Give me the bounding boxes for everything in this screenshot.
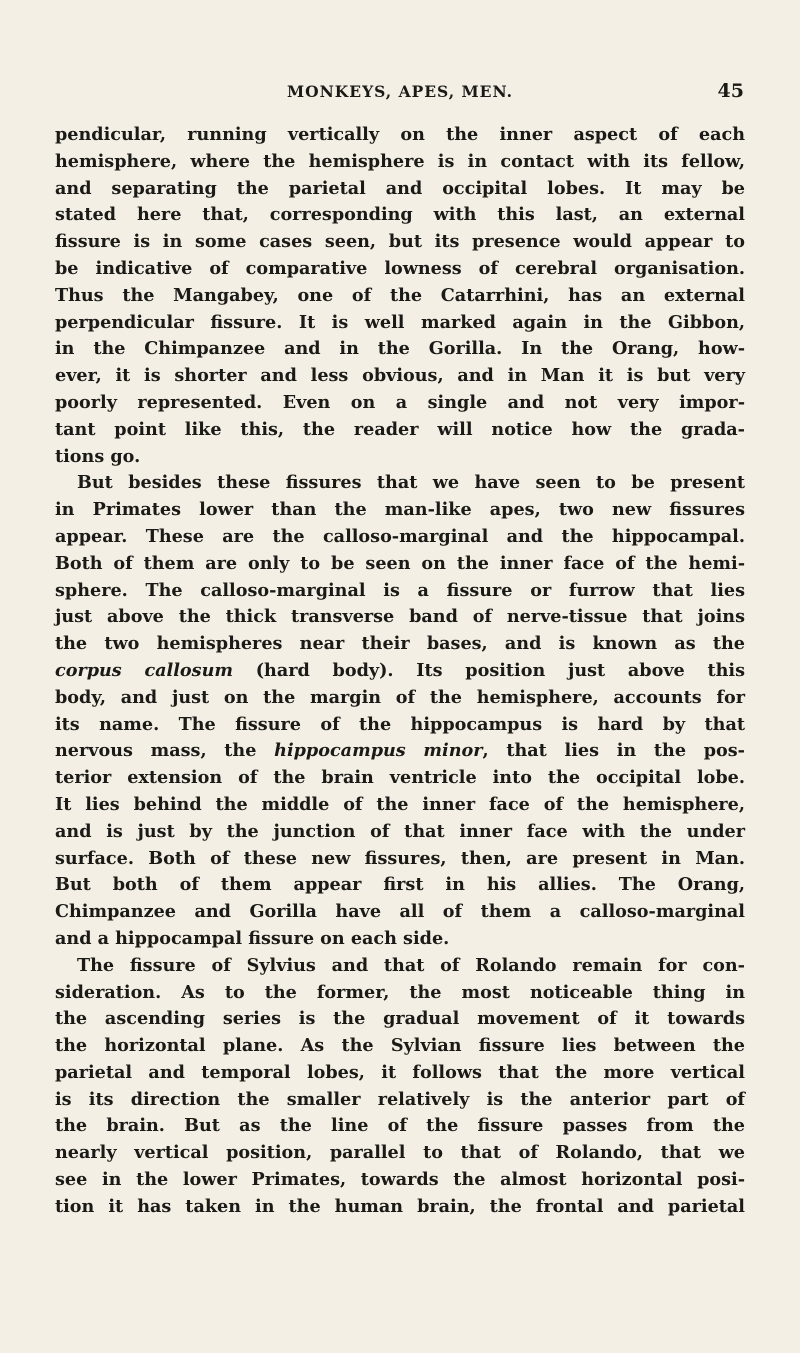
- body-text: [55, 122, 745, 1221]
- text-line: is its direction the smaller relatively is the anterior part of: [55, 1088, 745, 1110]
- text-line: surface. Both of these new fissures, then, are present in Man.: [55, 847, 745, 869]
- text-line: in Primates lower than the man-like apes, two new fissures: [55, 499, 745, 521]
- text-line: pendicular, running vertically on the inner aspect of each: [55, 124, 745, 145]
- text-line: tion it has taken in the human brain, the frontal and parietal: [55, 1195, 745, 1217]
- text-line: the brain. But as the line of the fissure passes from the: [55, 1115, 745, 1137]
- line-segment: nervous mass, the: [55, 740, 257, 762]
- text-line: tions go.: [55, 445, 141, 467]
- text-line: be indicative of comparative lowness of cerebral organisation.: [55, 257, 745, 279]
- text-line: poorly represented. Even on a single and not very impor-: [55, 391, 745, 413]
- italic-term: corpus callosum: [55, 659, 233, 681]
- text-line: [55, 658, 745, 685]
- line-segment: (hard body). Its position just above this: [255, 659, 745, 681]
- text-line: The fissure of Sylvius and that of Rolando remain for con-: [77, 954, 745, 976]
- running-head: [0, 82, 800, 106]
- text-line: Chimpanzee and Gorilla have all of them a calloso-marginal: [55, 901, 745, 923]
- text-line: the horizontal plane. As the Sylvian fissure lies between the: [55, 1035, 745, 1057]
- text-line: Thus the Mangabey, one of the Catarrhini, has an external: [55, 284, 745, 306]
- text-line: fissure is in some cases seen, but its presence would appear to: [55, 231, 745, 253]
- text-line: ever, it is shorter and less obvious, and in Man it is but very: [55, 365, 745, 387]
- text-line: But both of them appear first in his allies. The Orang,: [55, 874, 745, 896]
- text-line: see in the lower Primates, towards the almost horizontal posi-: [55, 1169, 745, 1191]
- text-line: and a hippocampal fissure on each side.: [55, 927, 450, 949]
- text-line: [55, 738, 745, 765]
- text-line: appear. These are the calloso-marginal and the hippocampal.: [55, 525, 745, 547]
- text-line: stated here that, corresponding with this last, an external: [55, 204, 745, 226]
- page-number: 45: [717, 80, 744, 102]
- text-line: But besides these fissures that we have seen to be present: [77, 472, 745, 494]
- text-line: body, and just on the margin of the hemisphere, accounts for: [55, 686, 745, 708]
- text-line: tant point like this, the reader will notice how the grada-: [55, 418, 745, 440]
- text-line: sideration. As to the former, the most noticeable thing in: [55, 981, 745, 1003]
- text-line: It lies behind the middle of the inner face of the hemisphere,: [55, 793, 745, 815]
- text-line: and separating the parietal and occipital lobes. It may be: [55, 177, 745, 199]
- line-segment: , that lies in the pos-: [482, 740, 745, 762]
- text-line: the two hemispheres near their bases, and is known as the: [55, 633, 745, 655]
- italic-term: hippocampus minor: [274, 740, 483, 762]
- text-line: its name. The fissure of the hippocampus is hard by that: [55, 713, 745, 735]
- text-line: parietal and temporal lobes, it follows that the more vertical: [55, 1061, 745, 1083]
- text-line: Both of them are only to be seen on the inner face of the hemi-: [55, 552, 745, 574]
- text-line: in the Chimpanzee and in the Gorilla. In the Orang, how-: [55, 338, 745, 360]
- text-line: hemisphere, where the hemisphere is in contact with its fellow,: [55, 150, 745, 172]
- text-line: sphere. The calloso-marginal is a fissure or furrow that lies: [55, 579, 745, 601]
- text-line: the ascending series is the gradual movement of it towards: [55, 1008, 745, 1030]
- text-line: terior extension of the brain ventricle into the occipital lobe.: [55, 767, 745, 789]
- text-line: and is just by the junction of that inner face with the under: [55, 820, 745, 842]
- text-line: just above the thick transverse band of nerve-tissue that joins: [55, 606, 745, 628]
- text-line: perpendicular fissure. It is well marked again in the Gibbon,: [55, 311, 745, 333]
- text-line: nearly vertical position, parallel to that of Rolando, that we: [55, 1142, 745, 1164]
- running-title: MONKEYS, APES, MEN.: [286, 82, 514, 101]
